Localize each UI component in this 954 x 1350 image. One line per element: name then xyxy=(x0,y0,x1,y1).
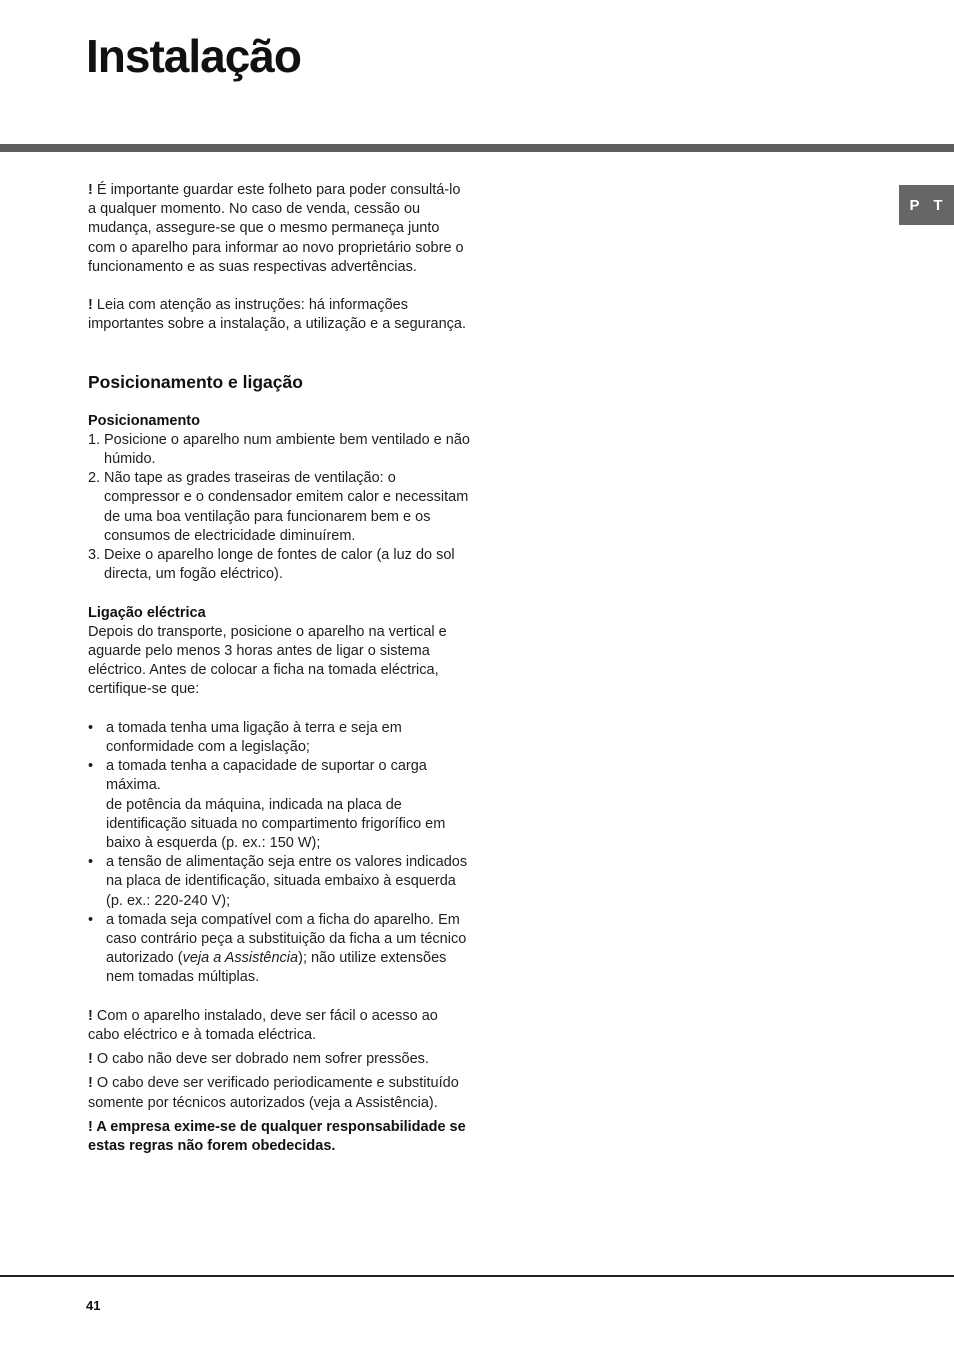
list-text: Não tape as grades traseiras de ventilação: o compressor e o condensador emitem calor e necessitam de uma boa ventilação para funcionarem bem e os consumos de electricidade diminuírem. xyxy=(104,470,469,544)
bullet: • xyxy=(88,911,94,928)
warning-mark: ! xyxy=(88,182,93,198)
note-text: O cabo deve ser verificado periodicamente e substituído somente por técnicos autorizados (veja a Assistência). xyxy=(88,1075,459,1111)
list-item xyxy=(88,546,470,584)
note-cable-bend xyxy=(88,1050,470,1069)
list-text: a tensão de alimentação seja entre os valores indicados na placa de identificação, situada embaixo à esquerda (p. ex.: 220-240 V); xyxy=(106,854,468,909)
list-item xyxy=(88,853,470,911)
note-text: O cabo não deve ser dobrado nem sofrer pressões. xyxy=(96,1051,429,1068)
list-number: 1. xyxy=(88,431,101,448)
electrical-heading: Ligação eléctrica xyxy=(88,604,206,621)
warning-mark: ! xyxy=(88,1007,93,1024)
page-title: Instalação xyxy=(86,30,301,82)
bullet: • xyxy=(88,854,94,871)
note-text: Com o aparelho instalado, deve ser fácil o acesso ao cabo eléctrico e à tomada eléctrica. xyxy=(88,1007,438,1044)
electrical-intro: Depois do transporte, posicione o aparelho na vertical e aguarde pelo menos 3 horas antes de ligar o sistema eléctrico. Antes de colocar a ficha na tomada eléctrica, certifique-se que: xyxy=(88,623,447,698)
intro-note-text: É importante guardar este folheto para poder consultá-lo a qualquer momento. No caso de venda, cessão ou mudança, assegure-se que o mesmo permaneça junto com o aparelho para informar ao novo proprietário sobre o funcionamento e as suas respectivas advertências. xyxy=(88,182,464,275)
intro-note-read-instructions xyxy=(88,296,470,334)
bullet: • xyxy=(88,719,94,736)
list-item xyxy=(88,911,470,988)
intro-note-keep-booklet xyxy=(88,181,470,277)
header-divider xyxy=(0,144,954,152)
warning-mark: ! xyxy=(88,1075,93,1092)
list-text: de potência da máquina, indicada na placa de identificação situada no compartimento frigorífico em baixo à esquerda (p. ex.: 150 W); xyxy=(106,796,446,852)
list-text: ); não utilize extensões nem tomadas múltiplas. xyxy=(106,950,447,986)
page-number: 41 xyxy=(86,1298,101,1313)
intro-note-text: Leia com atenção as instruções: há informações importantes sobre a instalação, a utilização e a segurança. xyxy=(88,297,467,333)
list-item xyxy=(88,469,470,546)
section-title: Posicionamento e ligação xyxy=(88,371,303,392)
language-tab: P T xyxy=(899,185,954,225)
warning-mark: ! xyxy=(88,1051,93,1068)
list-text: a tomada tenha uma ligação à terra e seja em conformidade com a legislação; xyxy=(106,719,402,756)
list-number: 3. xyxy=(88,547,101,564)
list-text: Deixe o aparelho longe de fontes de calor (a luz do sol directa, um fogão eléctrico). xyxy=(104,547,455,583)
assistance-reference: veja a Assistência xyxy=(182,950,299,967)
bullet: • xyxy=(88,758,94,775)
list-text: a tomada seja compatível com a ficha do aparelho. Em caso contrário peça a substituição da ficha a um técnico autorizado ( xyxy=(106,911,467,967)
electrical-checklist xyxy=(88,719,470,988)
warning-mark: ! xyxy=(88,297,93,314)
list-number: 2. xyxy=(88,470,101,487)
list-item xyxy=(88,757,470,853)
positioning-list xyxy=(88,431,470,585)
list-item xyxy=(88,719,470,757)
list-item xyxy=(88,431,470,469)
footer-divider xyxy=(0,1275,954,1277)
note-cable-access xyxy=(88,1007,470,1045)
main-column xyxy=(88,181,470,1156)
liability-disclaimer: ! A empresa exime-se de qualquer responsabilidade se estas regras não forem obedecidas. xyxy=(88,1118,466,1155)
note-cable-check xyxy=(88,1074,470,1112)
positioning-heading: Posicionamento xyxy=(88,412,200,429)
list-text: Posicione o aparelho num ambiente bem ventilado e não húmido. xyxy=(104,431,470,468)
list-text: a tomada tenha a capacidade de suportar o carga máxima. xyxy=(106,758,427,794)
